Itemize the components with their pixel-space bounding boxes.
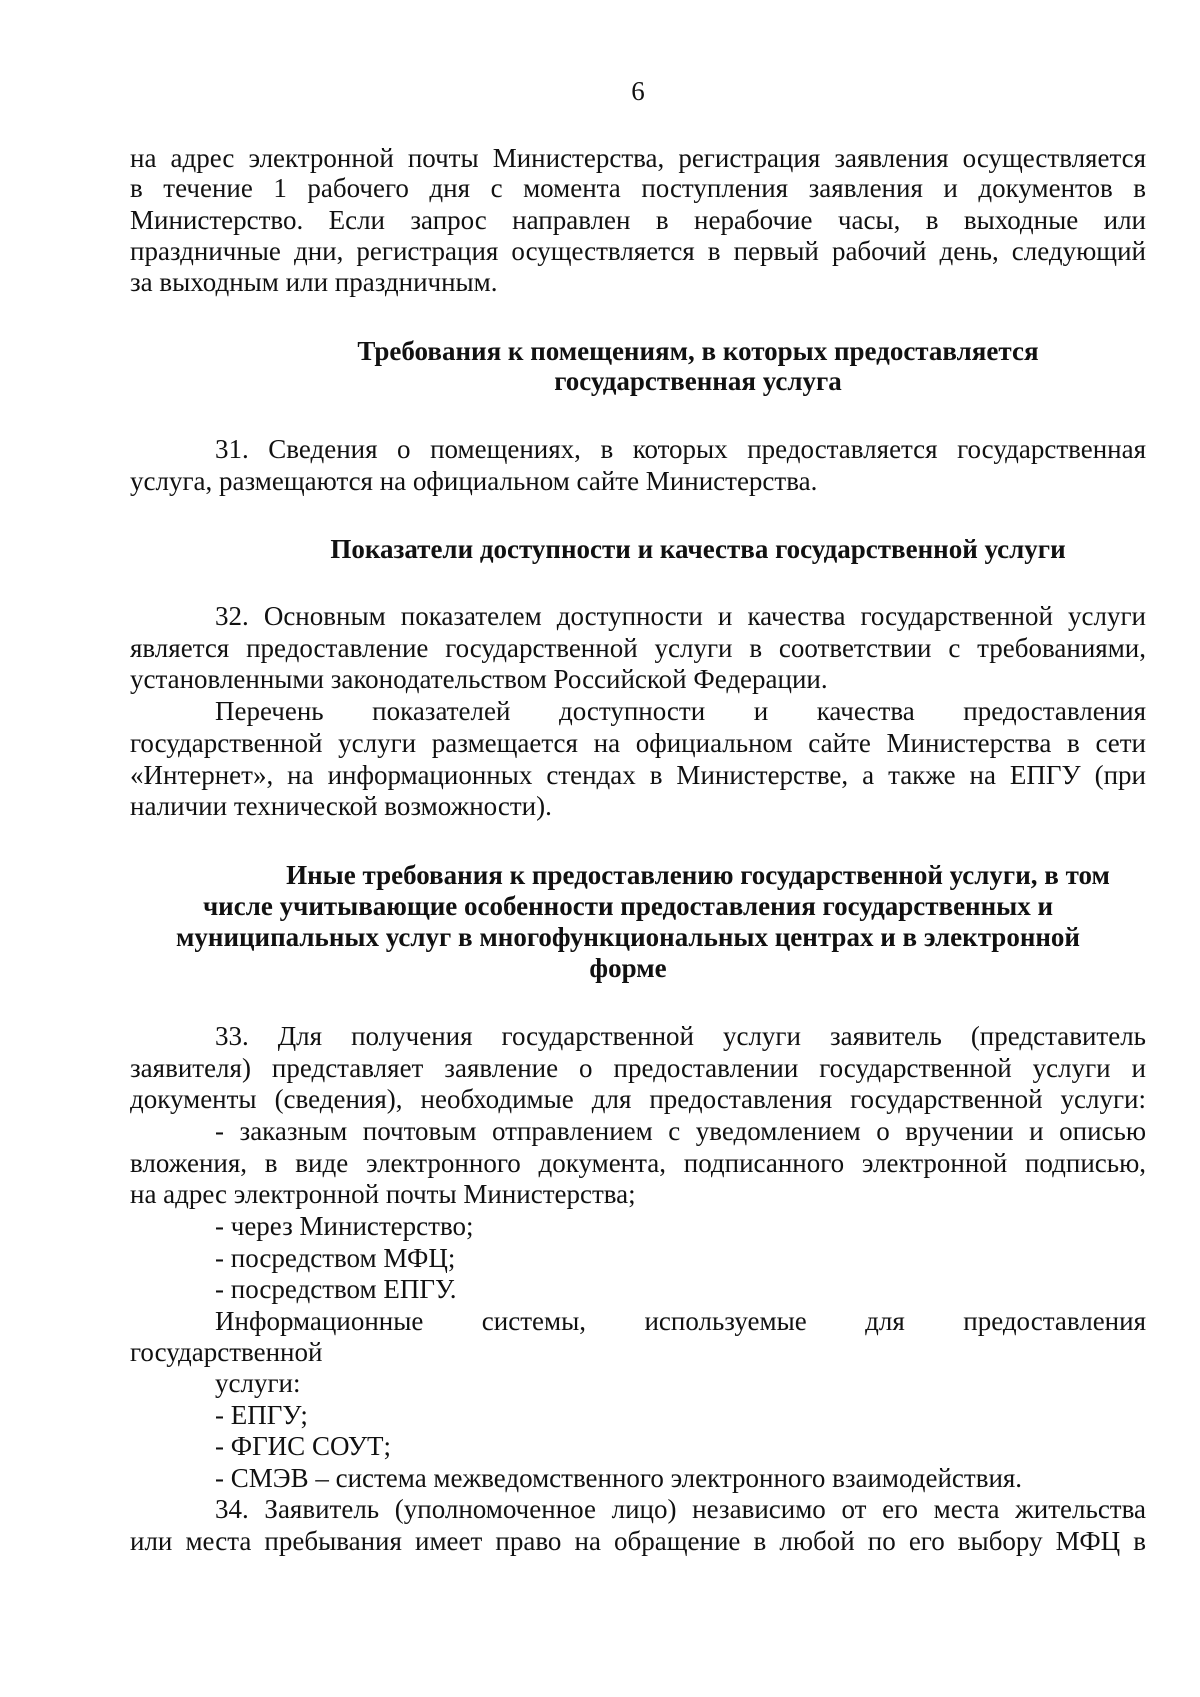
text-line: является предоставление государственной услуги в соответствии с требованиями, <box>130 633 1146 663</box>
section-heading: числе учитывающие особенности предоставления государственных и <box>202 891 1054 921</box>
text-line: «Интернет», на информационных стендах в Министерстве, а также на ЕПГУ (при <box>130 760 1146 790</box>
text-line: за выходным или праздничным. <box>130 267 498 297</box>
list-item: - СМЭВ – система межведомственного электронного взаимодействия. <box>215 1463 1023 1493</box>
text-line: - заказным почтовым отправлением с уведомлением о вручении и описью <box>215 1116 1146 1146</box>
section-heading: муниципальных услуг в многофункциональных центрах и в электронной <box>176 922 1080 952</box>
section-heading: государственная услуга <box>554 366 842 396</box>
text-line: государственной услуги размещается на официальном сайте Министерства в сети <box>130 728 1146 758</box>
text-line: на адрес электронной почты Министерства, регистрация заявления осуществляется <box>130 143 1146 173</box>
text-line: заявителя) представляет заявление о предоставлении государственной услуги и <box>130 1053 1146 1083</box>
list-item: - посредством МФЦ; <box>215 1243 456 1273</box>
section-heading: Иные требования к предоставлению государственной услуги, в том <box>286 860 1110 890</box>
text-line: Министерство. Если запрос направлен в нерабочие часы, в выходные или <box>130 205 1146 235</box>
text-line: Информационные системы, используемые для предоставления <box>215 1306 1146 1336</box>
list-item: - через Министерство; <box>215 1211 474 1241</box>
section-heading: Показатели доступности и качества государственной услуги <box>330 534 1066 564</box>
text-line: праздничные дни, регистрация осуществляется в первый рабочий день, следующий <box>130 236 1146 266</box>
list-item: - ФГИС СОУТ; <box>215 1431 392 1461</box>
text-line: на адрес электронной почты Министерства; <box>130 1179 636 1209</box>
text-line: услуги: <box>215 1368 301 1398</box>
section-heading: Требования к помещениям, в которых предоставляется <box>357 336 1039 366</box>
text-line: вложения, в виде электронного документа, подписанного электронной подписью, <box>130 1148 1146 1178</box>
text-line: или места пребывания имеет право на обращение в любой по его выбору МФЦ в <box>130 1526 1146 1556</box>
page-number: 6 <box>631 76 645 106</box>
text-line: 32. Основным показателем доступности и качества государственной услуги <box>215 601 1146 631</box>
text-line: услуга, размещаются на официальном сайте Министерства. <box>130 466 818 496</box>
text-line: установленными законодательством Российской Федерации. <box>130 664 828 694</box>
text-line: государственной <box>130 1337 323 1367</box>
text-line: в течение 1 рабочего дня с момента поступления заявления и документов в <box>130 173 1146 203</box>
text-line: 31. Сведения о помещениях, в которых предоставляется государственная <box>215 434 1146 464</box>
text-line: 33. Для получения государственной услуги заявитель (представитель <box>215 1021 1146 1051</box>
list-item: - ЕПГУ; <box>215 1400 308 1430</box>
text-line: наличии технической возможности). <box>130 791 552 821</box>
list-item: - посредством ЕПГУ. <box>215 1274 457 1304</box>
section-heading: форме <box>589 953 667 983</box>
text-line: документы (сведения), необходимые для предоставления государственной услуги: <box>130 1084 1146 1114</box>
text-line: Перечень показателей доступности и качества предоставления <box>215 696 1146 726</box>
text-line: 34. Заявитель (уполномоченное лицо) независимо от его места жительства <box>215 1494 1146 1524</box>
